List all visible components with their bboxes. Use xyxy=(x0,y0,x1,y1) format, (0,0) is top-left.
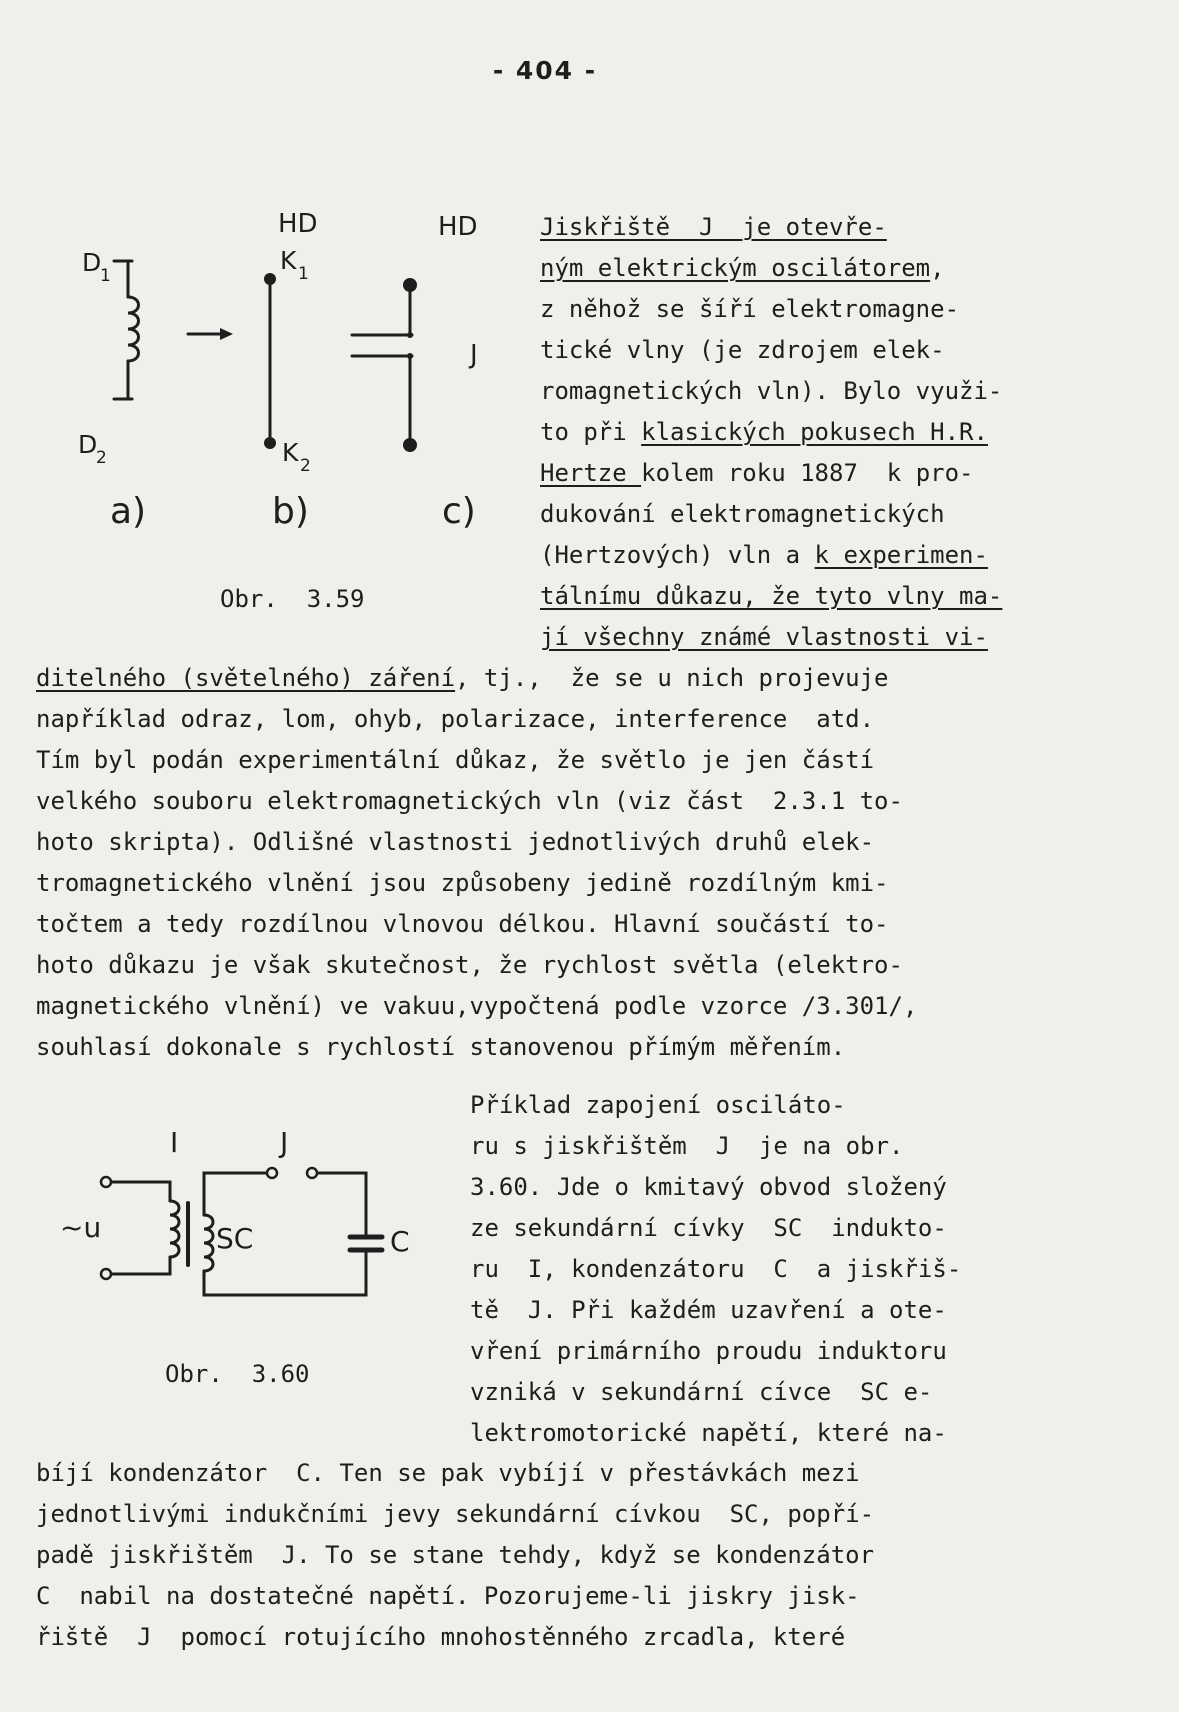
text-segment: dukování elektromagnetických xyxy=(540,500,945,528)
primary-coil xyxy=(170,1201,179,1257)
spark-gap-terminal xyxy=(267,1168,277,1178)
text-segment: padě jiskřištěm J. To se stane tehdy, když se kondenzátor xyxy=(36,1541,875,1569)
text-segment: romagnetických vln). Bylo využi- xyxy=(540,377,1003,405)
label-c: c) xyxy=(442,491,476,532)
text-line xyxy=(470,1377,932,1407)
text-segment: řiště J pomocí rotujícího mnohostěnného zrcadla, které xyxy=(36,1623,846,1651)
text-line xyxy=(36,1622,845,1652)
page-number: - 404 - xyxy=(492,56,598,85)
text-segment: Tím byl podán experimentální důkaz, že světlo je jen částí xyxy=(36,746,875,774)
terminal xyxy=(101,1177,111,1187)
text-segment: vření primárního proudu induktoru xyxy=(470,1337,947,1365)
text-segment: C nabil na dostatečné napětí. Pozorujeme-li jiskry jisk- xyxy=(36,1582,860,1610)
text-segment: , tj., že se u nich projevuje xyxy=(455,664,889,692)
label-hd-b: HD xyxy=(278,209,318,239)
figure-caption-3-60: Obr. 3.60 xyxy=(165,1360,310,1388)
text-segment: (Hertzových) vln a xyxy=(540,541,815,569)
text-line xyxy=(36,745,874,775)
label-k1-sub: 1 xyxy=(298,264,309,284)
label-a: a) xyxy=(110,491,147,532)
coil-symbol xyxy=(128,297,139,361)
text-segment: tické vlny (je zdrojem elek- xyxy=(540,336,945,364)
underlined-text: ným elektrickým oscilátorem xyxy=(540,254,931,282)
spark-gap-terminal xyxy=(307,1168,317,1178)
text-segment: točtem a tedy rozdílnou vlnovou délkou. Hlavní součástí to- xyxy=(36,910,889,938)
text-segment: , xyxy=(930,254,945,282)
text-line xyxy=(36,1032,845,1062)
text-line xyxy=(540,622,988,652)
underlined-text: Jiskřiště J je otevře- xyxy=(540,213,887,241)
text-line xyxy=(470,1172,947,1202)
text-line xyxy=(36,950,903,980)
text-line xyxy=(540,458,974,488)
terminal-dot xyxy=(264,437,276,449)
text-segment: hoto důkazu je však skutečnost, že rychlost světla (elektro- xyxy=(36,951,903,979)
terminal-dot xyxy=(407,353,413,359)
terminal-dot xyxy=(403,278,417,292)
text-segment: souhlasí dokonale s rychlostí stanovenou přímým měřením. xyxy=(36,1033,846,1061)
text-segment: lektromotorické napětí, které na- xyxy=(470,1419,947,1447)
label-d1: D xyxy=(82,248,102,277)
text-line xyxy=(36,991,917,1021)
wire xyxy=(106,1257,170,1274)
figure-3-59 xyxy=(70,205,490,535)
text-segment: velkého souboru elektromagnetických vln (viz část 2.3.1 to- xyxy=(36,787,903,815)
figure-3-60 xyxy=(60,1125,420,1305)
underlined-text: jí všechny známé vlastnosti vi- xyxy=(540,623,988,651)
text-line xyxy=(36,868,889,898)
terminal xyxy=(101,1269,111,1279)
label-k1: K xyxy=(280,246,297,275)
terminal-dot xyxy=(403,438,417,452)
text-segment: ze sekundární cívky SC indukto- xyxy=(470,1214,947,1242)
text-line xyxy=(540,581,1002,611)
text-line xyxy=(36,827,874,857)
underlined-text: k experimen- xyxy=(814,541,988,569)
text-line xyxy=(36,663,889,693)
text-segment: tromagnetického vlnění jsou způsobeny jedině rozdílným kmi- xyxy=(36,869,889,897)
text-line xyxy=(540,376,1002,406)
text-line xyxy=(470,1418,947,1448)
text-line xyxy=(540,212,887,242)
text-segment: Příklad zapojení osciláto- xyxy=(470,1091,846,1119)
figure-caption-3-59: Obr. 3.59 xyxy=(220,585,365,613)
text-segment: 3.60. Jde o kmitavý obvod složený xyxy=(470,1173,947,1201)
text-segment: to při xyxy=(540,418,642,446)
text-line xyxy=(540,335,945,365)
text-line xyxy=(470,1336,947,1366)
text-segment: hoto skripta). Odlišné vlastnosti jednotlivých druhů elek- xyxy=(36,828,875,856)
text-segment: tě J. Při každém uzavření a ote- xyxy=(470,1296,947,1324)
terminal-dot xyxy=(407,332,413,338)
label-k2: K xyxy=(282,438,299,467)
text-segment: bíjí kondenzátor C. Ten se pak vybíjí v přestávkách mezi xyxy=(36,1459,860,1487)
text-segment: ru I, kondenzátoru C a jiskřiš- xyxy=(470,1255,962,1283)
text-line xyxy=(470,1131,903,1161)
text-line xyxy=(470,1295,947,1325)
text-line xyxy=(36,1458,860,1488)
text-line xyxy=(36,909,889,939)
text-line xyxy=(470,1213,947,1243)
wire xyxy=(106,1182,170,1201)
label-j: J xyxy=(280,1126,289,1159)
text-line xyxy=(36,1499,874,1529)
label-u: ~u xyxy=(60,1211,102,1244)
label-b: b) xyxy=(272,491,309,532)
text-segment: magnetického vlnění) ve vakuu,vypočtená podle vzorce /3.301/, xyxy=(36,992,918,1020)
text-line xyxy=(540,294,959,324)
text-segment: z něhož se šíří elektromagne- xyxy=(540,295,960,323)
label-i: I xyxy=(170,1126,179,1159)
underlined-text: klasických pokusech H.R. xyxy=(641,418,988,446)
text-line xyxy=(36,704,874,734)
text-line xyxy=(540,540,988,570)
label-j: J xyxy=(470,340,478,370)
text-segment: ru s jiskřištěm J je na obr. xyxy=(470,1132,904,1160)
wire xyxy=(204,1251,366,1295)
arrow-head-icon xyxy=(220,328,233,340)
label-d1-sub: 1 xyxy=(100,266,111,286)
underlined-text: Hertze xyxy=(540,459,642,487)
text-segment: jednotlivými indukčními jevy sekundární cívkou SC, popří- xyxy=(36,1500,875,1528)
label-hd-c: HD xyxy=(438,212,478,242)
wire xyxy=(314,1173,366,1237)
label-sc: SC xyxy=(216,1222,254,1255)
terminal-dot xyxy=(264,273,276,285)
text-segment: kolem roku 1887 k pro- xyxy=(641,459,974,487)
wire xyxy=(204,1173,270,1215)
underlined-text: tálnímu důkazu, že tyto vlny ma- xyxy=(540,582,1003,610)
text-line xyxy=(36,1581,860,1611)
text-line xyxy=(470,1254,961,1284)
text-line xyxy=(470,1090,846,1120)
text-line xyxy=(36,1540,874,1570)
secondary-coil xyxy=(204,1215,213,1271)
text-segment: vzniká v sekundární cívce SC e- xyxy=(470,1378,933,1406)
label-k2-sub: 2 xyxy=(300,456,311,476)
text-line xyxy=(540,499,945,529)
text-line xyxy=(540,417,988,447)
label-d2-sub: 2 xyxy=(96,448,107,468)
underlined-text: ditelného (světelného) záření xyxy=(36,664,456,692)
text-segment: například odraz, lom, ohyb, polarizace, interference atd. xyxy=(36,705,875,733)
text-line xyxy=(540,253,945,283)
text-line xyxy=(36,786,903,816)
label-c: C xyxy=(390,1225,410,1258)
label-d2: D xyxy=(78,430,98,459)
